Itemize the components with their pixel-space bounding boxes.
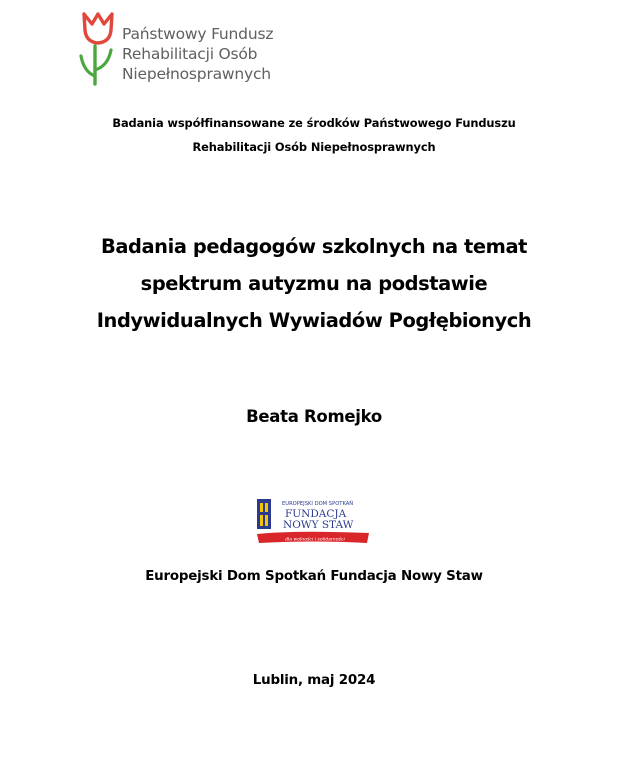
tulip-logo-icon [78, 10, 118, 86]
foundation-logo-name-line: NOWY STAW [283, 519, 354, 531]
title-line: Badania pedagogów szkolnych na temat [100, 235, 528, 258]
pfron-logo-line: Państwowy Fundusz [122, 25, 274, 43]
foundation-logo-ribbon-text: dla wolności i solidarności [285, 537, 345, 543]
cofinancing-line: Badania współfinansowane ze środków Państwowego Funduszu [112, 116, 516, 130]
pfron-logo-text [122, 24, 273, 84]
title-line: Indywidualnych Wywiadów Pogłębionych [96, 309, 532, 332]
foundation-name: Europejski Dom Spotkań Fundacja Nowy Staw [145, 569, 483, 584]
door-window-logo-icon [255, 496, 373, 546]
foundation-logo-top-text: EUROPEJSKI DOM SPOTKAŃ [282, 501, 354, 507]
foundation-logo-name-line: FUNDACJA [285, 508, 347, 520]
foundation-logo [255, 496, 373, 546]
pfron-logo-line: Rehabilitacji Osób [122, 45, 258, 63]
cofinancing-line: Rehabilitacji Osób Niepełnosprawnych [192, 140, 436, 154]
cofinancing-note [0, 111, 628, 159]
place-date: Lublin, maj 2024 [252, 673, 376, 688]
document-title [0, 228, 628, 339]
title-line: spektrum autyzmu na podstawie [140, 272, 488, 295]
pfron-logo [78, 10, 288, 86]
author-name: Beata Romejko [246, 407, 382, 426]
pfron-logo-line: Niepełnosprawnych [122, 65, 271, 83]
